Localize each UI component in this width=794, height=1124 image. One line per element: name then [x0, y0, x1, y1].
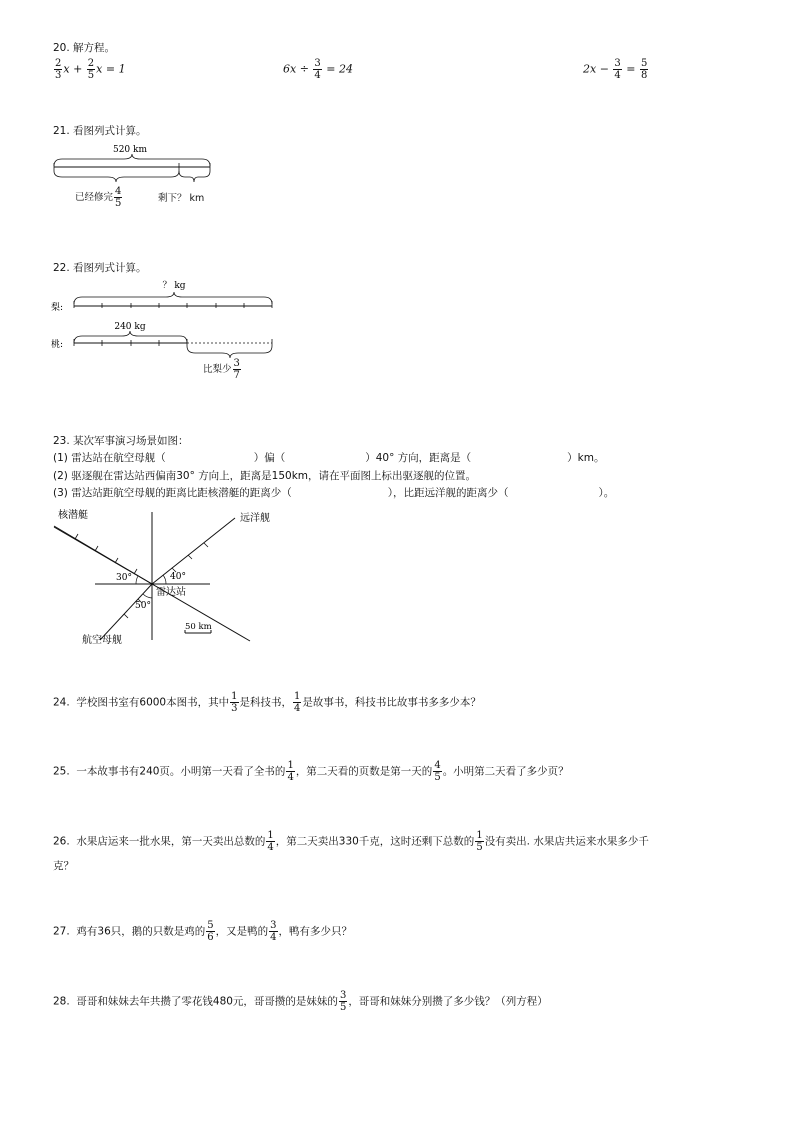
- q23-part-1: (1) 雷达站在航空母舰（ ）偏（ ）40° 方向，距离是（ ）km。: [53, 452, 605, 464]
- q21-remain-label: 剩下？ km: [158, 193, 205, 204]
- q20-number: 20.: [53, 42, 70, 54]
- q22-peach-value: 240 kg: [114, 322, 146, 332]
- q26-continuation: 克？: [53, 860, 74, 872]
- q22-pear-label: 梨:: [51, 303, 64, 313]
- q21-heading: [53, 123, 147, 138]
- q20-equation-2: 6x ÷ $\frac{3}{4}$ = 24: [283, 58, 354, 81]
- q24-question: 24. 学校图书室有6000本图书，其中 $\frac{1}{3}$ 是科技书， $\frac{1}{4}$ 是故事书，科技书比故事书多多少本？: [53, 691, 481, 714]
- q20-equation-3: 2x − $\frac{3}{4}$ = $\frac{5}{8}$: [583, 58, 648, 81]
- fraction: $\frac{1}{4}$: [267, 830, 274, 853]
- q22-heading: [53, 260, 147, 275]
- q23-heading: [53, 433, 189, 448]
- fraction: $\frac{4}{5}$: [434, 760, 441, 783]
- q25-question: 25. 一本故事书有240页。小明第一天看了全书的 $\frac{1}{4}$ ，第二天看的页数是第一天的 $\frac{4}{5}$ 。小明第二天看了多少页？: [53, 760, 569, 783]
- q23-part-2: (2) 驱逐舰在雷达站西偏南30° 方向上，距离是150km，请在平面图上标出驱逐舰的位置。: [53, 470, 477, 482]
- ocean-ship-label: 远洋舰: [240, 513, 270, 524]
- q21-done-label: 已经修完 $\frac{4}{5}$: [75, 186, 122, 209]
- q20-equation-1: $\frac{2}{3}$ x + $\frac{2}{5}$ x = 1: [55, 58, 126, 81]
- angle-40-label: 40°: [170, 572, 186, 582]
- fraction: $\frac{3}{4}$: [270, 920, 277, 943]
- fraction: $\frac{1}{4}$: [294, 691, 301, 714]
- q23-number: 23.: [53, 435, 70, 447]
- q21-number: 21.: [53, 125, 70, 137]
- q23-radar-map[interactable]: [40, 500, 290, 650]
- q22-pear-value: ？ kg: [162, 281, 186, 291]
- fraction: $\frac{1}{3}$: [231, 691, 238, 714]
- carrier-label: 航空母舰: [82, 635, 122, 646]
- fraction: $\frac{5}{6}$: [207, 920, 214, 943]
- fraction: $\frac{4}{5}$: [115, 186, 122, 209]
- fraction: $\frac{3}{4}$: [314, 58, 321, 81]
- q22-segment-diagram: [50, 275, 280, 390]
- q21-total-label: 520 km: [112, 145, 148, 155]
- scale-label: 50 km: [185, 622, 212, 632]
- q20-title: 解方程。: [73, 42, 116, 54]
- q22-less-label: 比梨少 $\frac{3}{7}$: [203, 358, 240, 381]
- fraction: $\frac{1}{5}$: [476, 830, 483, 853]
- angle-30-label: 30°: [116, 573, 132, 583]
- fraction: $\frac{3}{5}$: [339, 990, 347, 1013]
- fraction: $\frac{2}{5}$: [87, 58, 95, 81]
- fraction: $\frac{3}{4}$: [614, 58, 621, 81]
- q23-title: 某次军事演习场景如图：: [73, 435, 189, 447]
- q28-question: 28. 哥哥和妹妹去年共攒了零花钱480元，哥哥攒的是妹妹的 $\frac{3}{5}$ ，哥哥和妹妹分别攒了多少钱？（列方程）: [53, 990, 548, 1013]
- radar-station-label: 雷达站: [156, 587, 186, 598]
- q23-part-3: (3) 雷达站距航空母舰的距离比距核潜艇的距离少（ ），比距远洋舰的距离少（ ）。: [53, 487, 615, 499]
- fraction: $\frac{2}{3}$: [55, 58, 62, 81]
- fraction: $\frac{3}{7}$: [233, 358, 240, 381]
- submarine-label: 核潜艇: [58, 510, 88, 521]
- fraction: $\frac{5}{8}$: [641, 58, 648, 81]
- q22-title: 看图列式计算。: [73, 262, 147, 274]
- q27-question: 27. 鸡有36只，鹅的只数是鸡的 $\frac{5}{6}$ ，又是鸭的 $\frac{3}{4}$ ，鸭有多少只？: [53, 920, 353, 943]
- fraction: $\frac{1}{4}$: [287, 760, 294, 783]
- q20-heading: [53, 40, 115, 55]
- angle-50-label: 50°: [135, 601, 151, 611]
- q22-number: 22.: [53, 262, 70, 274]
- q26-question: 26. 水果店运来一批水果，第一天卖出总数的 $\frac{1}{4}$ ，第二天卖出330千克，这时还剩下总数的 $\frac{1}{5}$ 没有卖出. 水果店共运来水果多少千: [53, 830, 649, 853]
- q22-peach-label: 桃:: [51, 340, 64, 350]
- q21-title: 看图列式计算。: [73, 125, 147, 137]
